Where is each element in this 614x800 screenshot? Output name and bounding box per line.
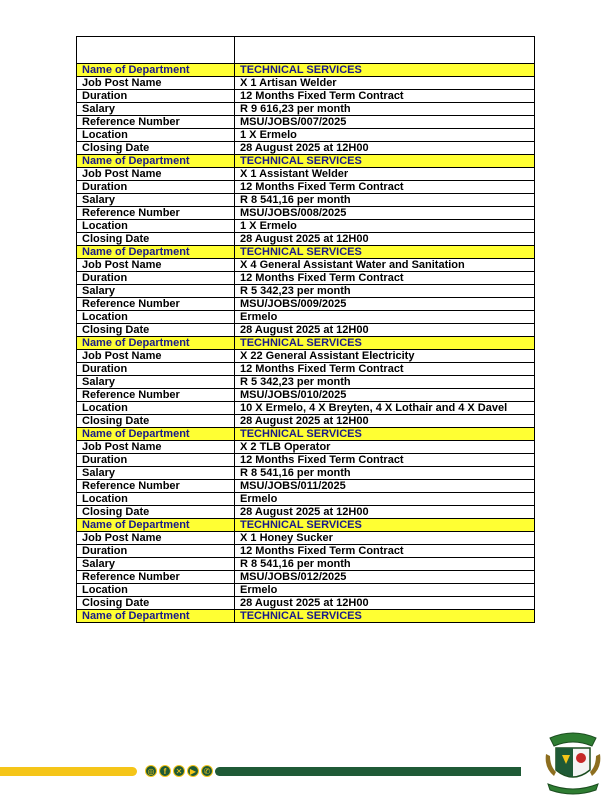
department-value: TECHNICAL SERVICES — [235, 64, 535, 77]
table-row — [77, 441, 535, 454]
field-value: MSU/JOBS/011/2025 — [235, 480, 535, 493]
whatsapp-icon[interactable]: ✆ — [201, 765, 213, 777]
field-label: Job Post Name — [77, 77, 235, 90]
field-label: Reference Number — [77, 298, 235, 311]
field-value: 12 Months Fixed Term Contract — [235, 454, 535, 467]
field-value: 12 Months Fixed Term Contract — [235, 272, 535, 285]
field-value: MSU/JOBS/007/2025 — [235, 116, 535, 129]
table-row — [77, 597, 535, 610]
table-row — [77, 233, 535, 246]
department-label: Name of Department — [77, 428, 235, 441]
department-label: Name of Department — [77, 64, 235, 77]
department-row — [77, 337, 535, 350]
department-value: TECHNICAL SERVICES — [235, 610, 535, 623]
department-value: TECHNICAL SERVICES — [235, 337, 535, 350]
table-row — [77, 116, 535, 129]
field-label: Closing Date — [77, 233, 235, 246]
field-label: Closing Date — [77, 597, 235, 610]
municipal-crest-icon — [542, 728, 604, 796]
table-row — [77, 532, 535, 545]
table-row — [77, 350, 535, 363]
field-value: X 1 Artisan Welder — [235, 77, 535, 90]
field-label: Closing Date — [77, 506, 235, 519]
department-value: TECHNICAL SERVICES — [235, 246, 535, 259]
field-value: MSU/JOBS/010/2025 — [235, 389, 535, 402]
field-value: 12 Months Fixed Term Contract — [235, 181, 535, 194]
field-label: Reference Number — [77, 571, 235, 584]
table-row — [77, 584, 535, 597]
department-value: TECHNICAL SERVICES — [235, 428, 535, 441]
field-label: Duration — [77, 363, 235, 376]
table-row — [77, 324, 535, 337]
youtube-icon[interactable]: ▶ — [187, 765, 199, 777]
department-row — [77, 246, 535, 259]
facebook-icon[interactable]: f — [159, 765, 171, 777]
department-label: Name of Department — [77, 610, 235, 623]
field-label: Salary — [77, 558, 235, 571]
field-value: Ermelo — [235, 584, 535, 597]
table-row — [77, 194, 535, 207]
field-label: Salary — [77, 285, 235, 298]
field-value: 28 August 2025 at 12H00 — [235, 324, 535, 337]
blank-row — [77, 37, 535, 64]
table-row — [77, 571, 535, 584]
field-label: Job Post Name — [77, 532, 235, 545]
field-label: Closing Date — [77, 324, 235, 337]
field-label: Reference Number — [77, 480, 235, 493]
x-icon[interactable]: ✕ — [173, 765, 185, 777]
field-label: Duration — [77, 545, 235, 558]
department-row — [77, 610, 535, 623]
field-value: 28 August 2025 at 12H00 — [235, 506, 535, 519]
table-row — [77, 311, 535, 324]
department-row — [77, 519, 535, 532]
field-value: 28 August 2025 at 12H00 — [235, 597, 535, 610]
field-label: Location — [77, 584, 235, 597]
table-row — [77, 77, 535, 90]
table-row — [77, 415, 535, 428]
field-value: X 1 Honey Sucker — [235, 532, 535, 545]
field-label: Job Post Name — [77, 259, 235, 272]
field-value: Ermelo — [235, 311, 535, 324]
job-postings-table — [76, 36, 535, 623]
department-value: TECHNICAL SERVICES — [235, 155, 535, 168]
field-value: 1 X Ermelo — [235, 220, 535, 233]
field-value: 28 August 2025 at 12H00 — [235, 142, 535, 155]
field-value: 1 X Ermelo — [235, 129, 535, 142]
table-row — [77, 103, 535, 116]
field-label: Location — [77, 493, 235, 506]
field-label: Duration — [77, 181, 235, 194]
table-row — [77, 506, 535, 519]
field-label: Location — [77, 402, 235, 415]
field-value: R 9 616,23 per month — [235, 103, 535, 116]
department-label: Name of Department — [77, 155, 235, 168]
department-label: Name of Department — [77, 519, 235, 532]
field-value: X 4 General Assistant Water and Sanitation — [235, 259, 535, 272]
department-row — [77, 64, 535, 77]
field-value: X 1 Assistant Welder — [235, 168, 535, 181]
field-value: 12 Months Fixed Term Contract — [235, 363, 535, 376]
field-value: 28 August 2025 at 12H00 — [235, 415, 535, 428]
field-label: Closing Date — [77, 142, 235, 155]
field-value: R 5 342,23 per month — [235, 285, 535, 298]
field-label: Location — [77, 220, 235, 233]
department-row — [77, 155, 535, 168]
table-row — [77, 272, 535, 285]
department-value: TECHNICAL SERVICES — [235, 519, 535, 532]
table-row — [77, 454, 535, 467]
field-value: R 5 342,23 per month — [235, 376, 535, 389]
field-label: Duration — [77, 90, 235, 103]
field-value: 10 X Ermelo, 4 X Breyten, 4 X Lothair and 4 X Davel — [235, 402, 535, 415]
field-value: 12 Months Fixed Term Contract — [235, 545, 535, 558]
table-row — [77, 207, 535, 220]
field-label: Job Post Name — [77, 441, 235, 454]
field-value: X 2 TLB Operator — [235, 441, 535, 454]
globe-icon[interactable]: ◎ — [145, 765, 157, 777]
table-row — [77, 480, 535, 493]
field-label: Location — [77, 129, 235, 142]
table-row — [77, 363, 535, 376]
department-label: Name of Department — [77, 246, 235, 259]
field-label: Closing Date — [77, 415, 235, 428]
table-row — [77, 467, 535, 480]
table-row — [77, 545, 535, 558]
table-row — [77, 142, 535, 155]
table-row — [77, 402, 535, 415]
field-value: R 8 541,16 per month — [235, 467, 535, 480]
table-row — [77, 298, 535, 311]
field-label: Reference Number — [77, 116, 235, 129]
table-row — [77, 181, 535, 194]
field-label: Reference Number — [77, 207, 235, 220]
field-value: MSU/JOBS/008/2025 — [235, 207, 535, 220]
field-label: Salary — [77, 376, 235, 389]
table-row — [77, 129, 535, 142]
field-label: Duration — [77, 272, 235, 285]
table-row — [77, 376, 535, 389]
table-row — [77, 558, 535, 571]
field-value: X 22 General Assistant Electricity — [235, 350, 535, 363]
footer-bar-green — [215, 767, 521, 776]
table-row — [77, 259, 535, 272]
field-label: Reference Number — [77, 389, 235, 402]
field-value: 28 August 2025 at 12H00 — [235, 233, 535, 246]
field-value: R 8 541,16 per month — [235, 194, 535, 207]
field-value: Ermelo — [235, 493, 535, 506]
field-label: Job Post Name — [77, 350, 235, 363]
table-row — [77, 220, 535, 233]
footer-bar-yellow — [0, 767, 137, 776]
field-value: R 8 541,16 per month — [235, 558, 535, 571]
field-label: Duration — [77, 454, 235, 467]
field-label: Job Post Name — [77, 168, 235, 181]
department-row — [77, 428, 535, 441]
field-value: MSU/JOBS/012/2025 — [235, 571, 535, 584]
table-row — [77, 90, 535, 103]
table-row — [77, 168, 535, 181]
table-row — [77, 285, 535, 298]
field-label: Location — [77, 311, 235, 324]
field-value: MSU/JOBS/009/2025 — [235, 298, 535, 311]
department-label: Name of Department — [77, 337, 235, 350]
field-value: 12 Months Fixed Term Contract — [235, 90, 535, 103]
field-label: Salary — [77, 103, 235, 116]
table-row — [77, 389, 535, 402]
field-label: Salary — [77, 194, 235, 207]
field-label: Salary — [77, 467, 235, 480]
table-row — [77, 493, 535, 506]
social-icons — [145, 765, 213, 777]
